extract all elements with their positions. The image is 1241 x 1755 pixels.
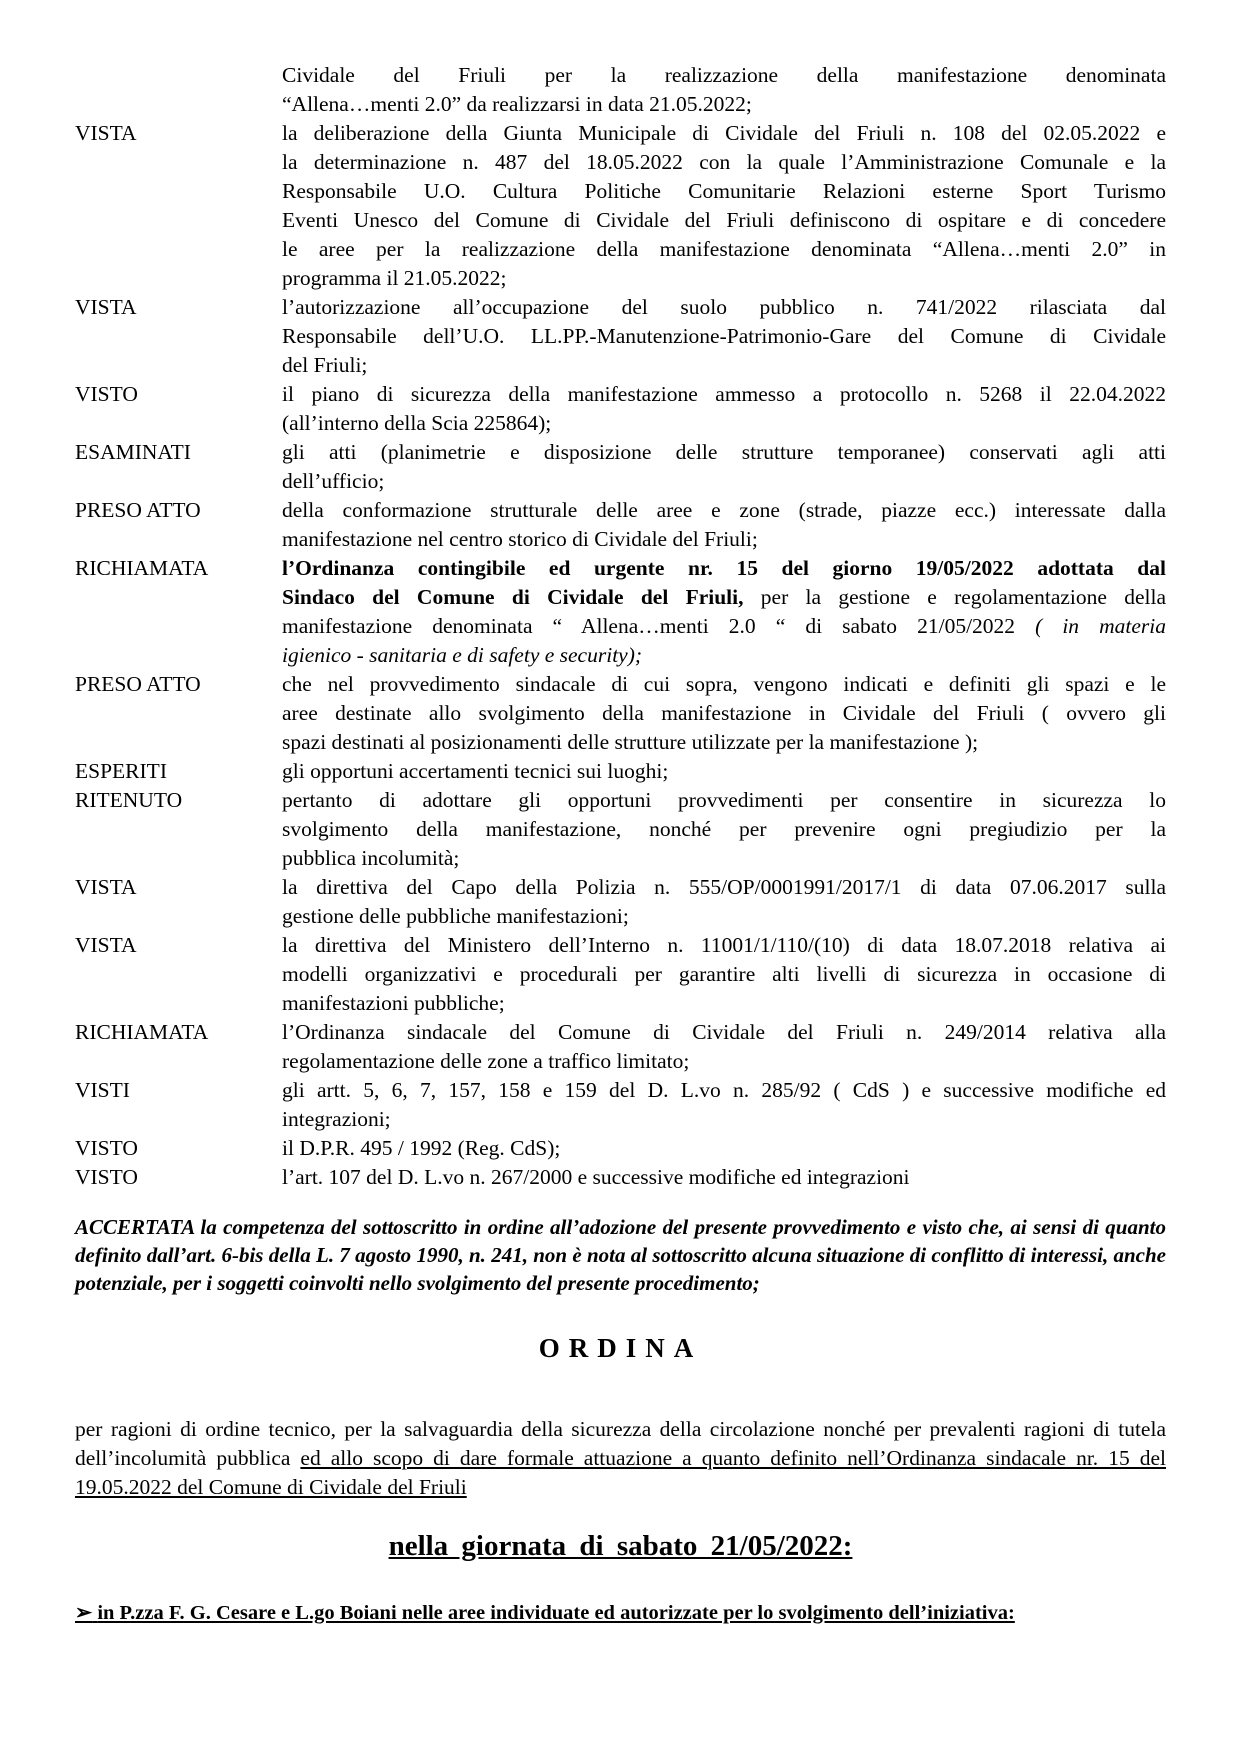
- premise-line: la direttiva del Ministero dell’Interno n. 11001/1/110/(10) di data 18.07.2018 relativa ai: [282, 933, 1166, 957]
- premise-label: VISTA: [75, 933, 137, 957]
- premise-label: VISTO: [75, 382, 138, 406]
- premise-line: gestione delle pubbliche manifestazioni;: [282, 904, 629, 928]
- premise-line: l’art. 107 del D. L.vo n. 267/2000 e successive modifiche ed integrazioni: [282, 1165, 910, 1189]
- premise-line: Eventi Unesco del Comune di Cividale del Friuli definiscono di ospitare e di concedere: [282, 208, 1166, 232]
- premise-label: RITENUTO: [75, 788, 183, 812]
- accertata-paragraph: ACCERTATA la competenza del sottoscritto in ordine all’adozione del presente provvedimento e visto che, ai sensi di quanto definito dall’art. 6-bis della L. 7 agosto 1990, n. 241, non è nota al sottoscritto alcuna situazione di conflitto di interessi, anche potenziale, per i soggetti coinvolti nello svolgimento del presente procedimento;: [75, 1215, 1166, 1295]
- premise-line: aree destinate allo svolgimento della manifestazione in Cividale del Friuli ( ovvero gli: [282, 701, 1166, 725]
- premise-line: della conformazione strutturale delle aree e zone (strade, piazze ecc.) interessate dalla: [282, 498, 1166, 522]
- premise-line: manifestazione nel centro storico di Cividale del Friuli;: [282, 527, 758, 551]
- premise-line: del Friuli;: [282, 353, 368, 377]
- premise-line: Responsabile U.O. Cultura Politiche Comunitarie Relazioni esterne Sport Turismo: [282, 179, 1166, 203]
- intro-line-1: Cividale del Friuli per la realizzazione della manifestazione denominata: [282, 63, 1166, 87]
- reasons-plain-text: per ragioni di ordine tecnico, per la salvaguardia della sicurezza della circolazione nonché per prevalenti ragioni di tutela dell’incolumità pubblica: [75, 1417, 1166, 1470]
- premise-label: VISTA: [75, 121, 137, 145]
- premise-bold-part: Sindaco del Comune di Cividale del Friuli,: [282, 585, 744, 609]
- premise-label: PRESO ATTO: [75, 498, 201, 522]
- premise-rest-part: per la gestione e regolamentazione della: [743, 585, 1166, 609]
- arrow-bullet-icon: ➢: [75, 1602, 93, 1624]
- premise-line: gli atti (planimetrie e disposizione delle strutture temporanee) conservati agli atti: [282, 440, 1166, 464]
- premise-line-italic: igienico - sanitaria e di safety e security);: [282, 643, 643, 667]
- premise-label: ESPERITI: [75, 759, 167, 783]
- location-bullet: [75, 1600, 1015, 1625]
- premise-italic-part: ( in materia: [1035, 614, 1166, 638]
- premise-line: l’Ordinanza sindacale del Comune di Cividale del Friuli n. 249/2014 relativa alla: [282, 1020, 1166, 1044]
- premise-line: dell’ufficio;: [282, 469, 385, 493]
- premise-line: la direttiva del Capo della Polizia n. 555/OP/0001991/2017/1 di data 07.06.2017 sulla: [282, 875, 1166, 899]
- premise-line: che nel provvedimento sindacale di cui sopra, vengono indicati e definiti gli spazi e le: [282, 672, 1166, 696]
- premise-line: spazi destinati al posizionamenti delle strutture utilizzate per la manifestazione );: [282, 730, 979, 754]
- premise-label: RICHIAMATA: [75, 556, 209, 580]
- premise-line: svolgimento della manifestazione, nonché per prevenire ogni pregiudizio per la: [282, 817, 1166, 841]
- premise-label: ESAMINATI: [75, 440, 191, 464]
- premise-label: VISTA: [75, 875, 137, 899]
- premise-line: gli opportuni accertamenti tecnici sui luoghi;: [282, 759, 669, 783]
- premise-line: la determinazione n. 487 del 18.05.2022 con la quale l’Amministrazione Comunale e la: [282, 150, 1166, 174]
- premise-line-mixed: [282, 583, 1166, 612]
- premise-line: manifestazioni pubbliche;: [282, 991, 505, 1015]
- premise-label: VISTO: [75, 1136, 138, 1160]
- reasons-underlined-text: ed allo scopo di dare formale attuazione a quanto definito nell’Ordinanza sindacale nr. 15 del 19.05.2022 del Comune di Cividale del Friuli: [75, 1446, 1166, 1499]
- premise-line: la deliberazione della Giunta Municipale di Cividale del Friuli n. 108 del 02.05.2022 e: [282, 121, 1166, 145]
- premise-line-mixed: [282, 612, 1166, 641]
- premise-label: RICHIAMATA: [75, 1020, 209, 1044]
- intro-line-2: “Allena…menti 2.0” da realizzarsi in data 21.05.2022;: [282, 92, 752, 116]
- premise-plain-part: manifestazione denominata “ Allena…menti 2.0 “ di sabato 21/05/2022: [282, 614, 1036, 638]
- premise-label: PRESO ATTO: [75, 672, 201, 696]
- location-bullet-text: in P.zza F. G. Cesare e L.go Boiani nelle aree individuate ed autorizzate per lo svolgimento dell’iniziativa:: [97, 1602, 1015, 1624]
- premise-line: il piano di sicurezza della manifestazione ammesso a protocollo n. 5268 il 22.04.2022: [282, 382, 1166, 406]
- premise-line: gli artt. 5, 6, 7, 157, 158 e 159 del D. L.vo n. 285/92 ( CdS ) e successive modifiche ed: [282, 1078, 1166, 1102]
- premise-line: Responsabile dell’U.O. LL.PP.-Manutenzione-Patrimonio-Gare del Comune di Cividale: [282, 324, 1166, 348]
- date-heading: nella giornata di sabato 21/05/2022:: [388, 1530, 853, 1562]
- premise-line: le aree per la realizzazione della manifestazione denominata “Allena…menti 2.0” in: [282, 237, 1166, 261]
- premise-line: il D.P.R. 495 / 1992 (Reg. CdS);: [282, 1136, 561, 1160]
- premise-line: modelli organizzativi e procedurali per garantire alti livelli di sicurezza in occasione di: [282, 962, 1166, 986]
- premise-line: pubblica incolumità;: [282, 846, 460, 870]
- premise-line: pertanto di adottare gli opportuni provvedimenti per consentire in sicurezza lo: [282, 788, 1166, 812]
- premise-label: VISTI: [75, 1078, 130, 1102]
- premise-label: VISTA: [75, 295, 137, 319]
- premise-line: programma il 21.05.2022;: [282, 266, 507, 290]
- ordina-heading: ORDINA: [538, 1333, 703, 1363]
- premise-label: VISTO: [75, 1165, 138, 1189]
- premise-line: integrazioni;: [282, 1107, 391, 1131]
- reasons-paragraph: [75, 1415, 1166, 1502]
- premise-line-bold: l’Ordinanza contingibile ed urgente nr. 15 del giorno 19/05/2022 adottata dal: [282, 556, 1166, 580]
- premise-line: (all’interno della Scia 225864);: [282, 411, 552, 435]
- premise-line: l’autorizzazione all’occupazione del suolo pubblico n. 741/2022 rilasciata dal: [282, 295, 1166, 319]
- premise-line: regolamentazione delle zone a traffico limitato;: [282, 1049, 690, 1073]
